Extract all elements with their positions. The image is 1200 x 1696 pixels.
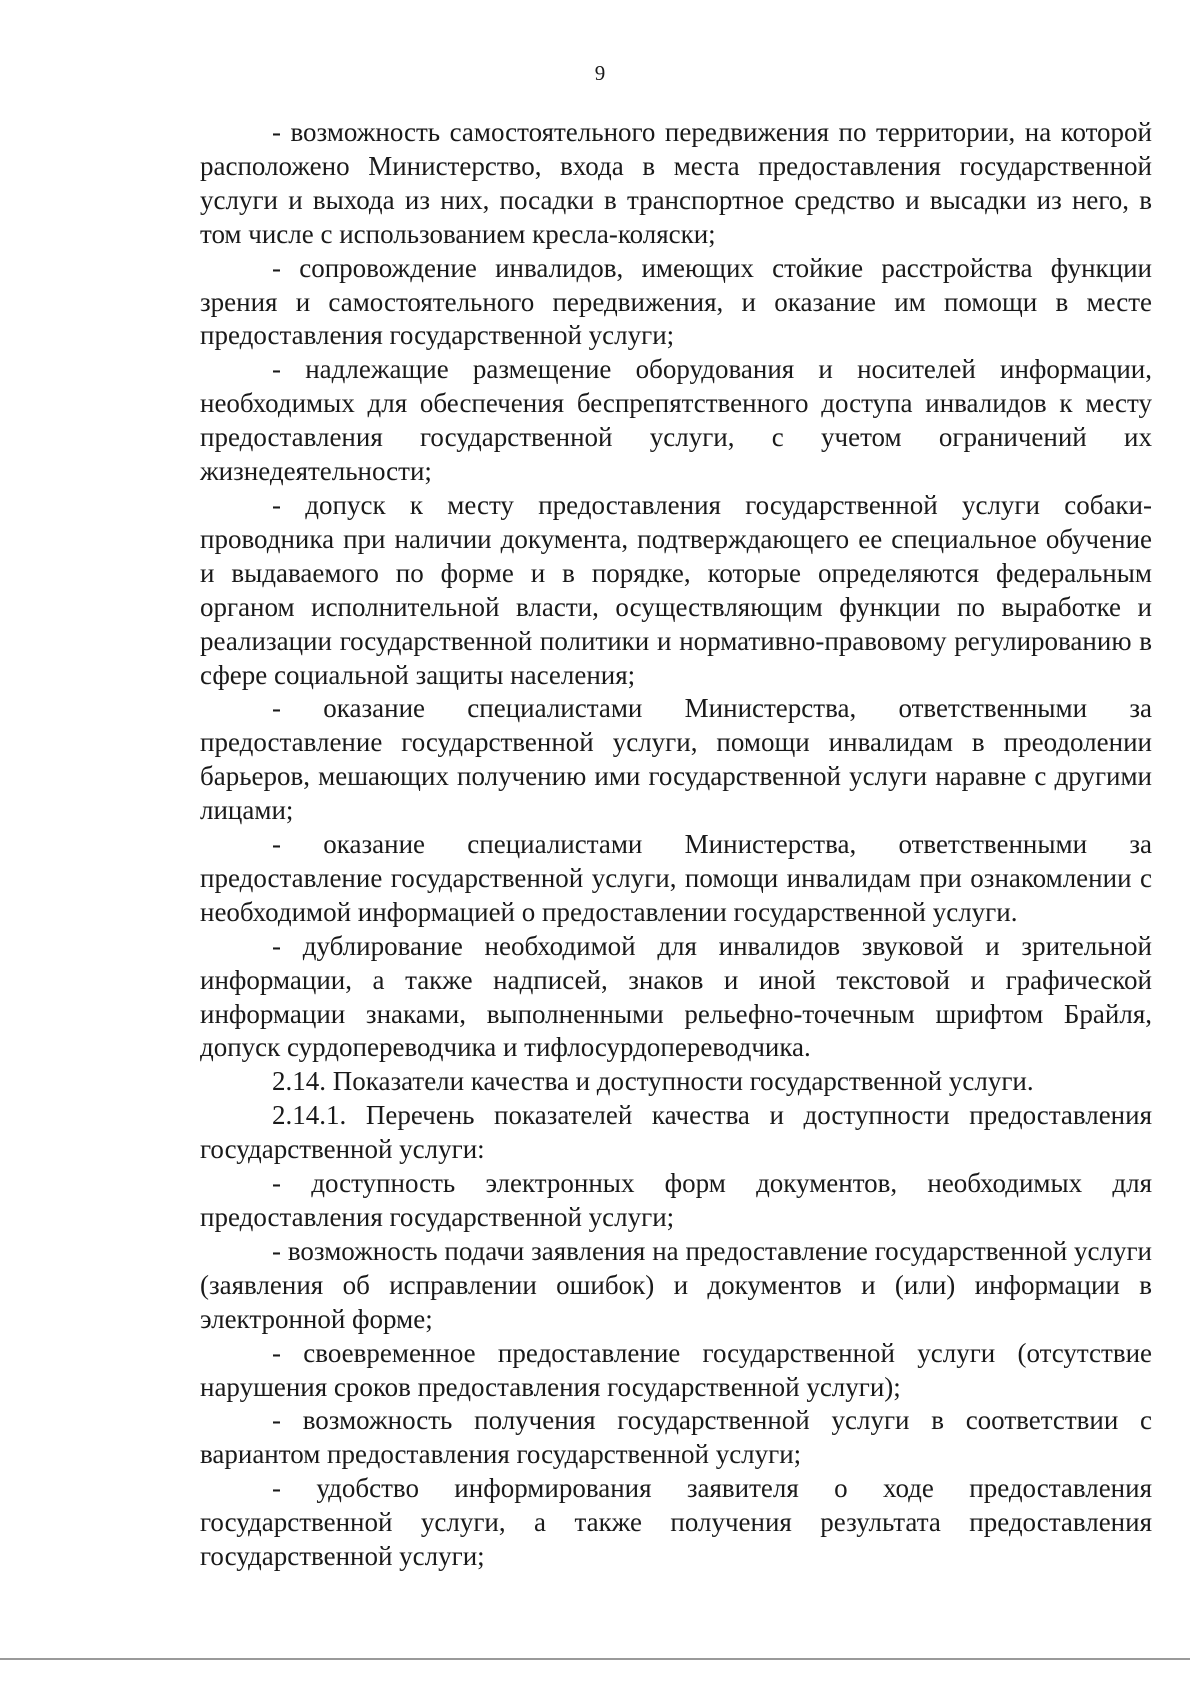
paragraph: - возможность получения государственной услуги в соответствии с вариантом предоставления государственной услуги; <box>200 1405 1152 1470</box>
paragraph: - возможность самостоятельного передвижения по территории, на которой расположено Министерство, входа в места предоставления государственной услуги и выхода из них, посадки в транспортное средство и высадки из него, в том числе с использованием кресла-коляски; <box>200 117 1152 249</box>
paragraph: - возможность подачи заявления на предоставление государственной услуги (заявления об исправлении ошибок) и документов и (или) информации в электронной форме; <box>200 1235 1152 1334</box>
paragraph: - доступность электронных форм документов, необходимых для предоставления государственной услуги; <box>200 1168 1152 1232</box>
paragraph: - оказание специалистами Министерства, ответственными за предоставление государственной услуги, помощи инвалидам в преодолении барьеров, мешающих получению ими государственной услуги наравне с другими лицами; <box>200 693 1152 826</box>
subsection-heading: 2.14.1. Перечень показателей качества и доступности предоставления государственной услуги: <box>200 1100 1152 1165</box>
paragraph: - надлежащие размещение оборудования и носителей информации, необходимых для обеспечения беспрепятственного доступа инвалидов к месту предоставления государственной услуги, с учетом ограничений их жизнедеятельности; <box>200 354 1152 487</box>
paragraph: - удобство информирования заявителя о ходе предоставления государственной услуги, а также получения результата предоставления государственной услуги; <box>200 1473 1152 1572</box>
paragraph: - оказание специалистами Министерства, ответственными за предоставление государственной услуги, помощи инвалидам при ознакомлении с необходимой информацией о предоставлении государственной услуги. <box>200 829 1152 927</box>
paragraph: - допуск к месту предоставления государственной услуги собаки-проводника при наличии документа, подтверждающего ее специальное обучение и выдаваемого по форме и в порядке, которые определяются федеральным органом исполнительной власти, осуществляющим функции по выработке и реализации государственной политики и нормативно-правовому регулированию в сфере социальной защиты населения; <box>200 489 1152 690</box>
section-heading: 2.14. Показатели качества и доступности государственной услуги. <box>272 1066 1034 1097</box>
page-number: 9 <box>594 61 606 85</box>
bottom-rule <box>0 1658 1190 1660</box>
paragraph: - сопровождение инвалидов, имеющих стойкие расстройства функции зрения и самостоятельного передвижения, и оказание им помощи в месте предоставления государственной услуги; <box>200 252 1152 351</box>
document-body <box>200 116 1152 1574</box>
paragraph: - дублирование необходимой для инвалидов звуковой и зрительной информации, а также надписей, знаков и иной текстовой и графической информации знаками, выполненными рельефно-точечным шрифтом Брайля, допуск сурдопереводчика и тифлосурдопереводчика. <box>200 930 1152 1063</box>
paragraph: - своевременное предоставление государственной услуги (отсутствие нарушения сроков предоставления государственной услуги); <box>200 1337 1152 1402</box>
